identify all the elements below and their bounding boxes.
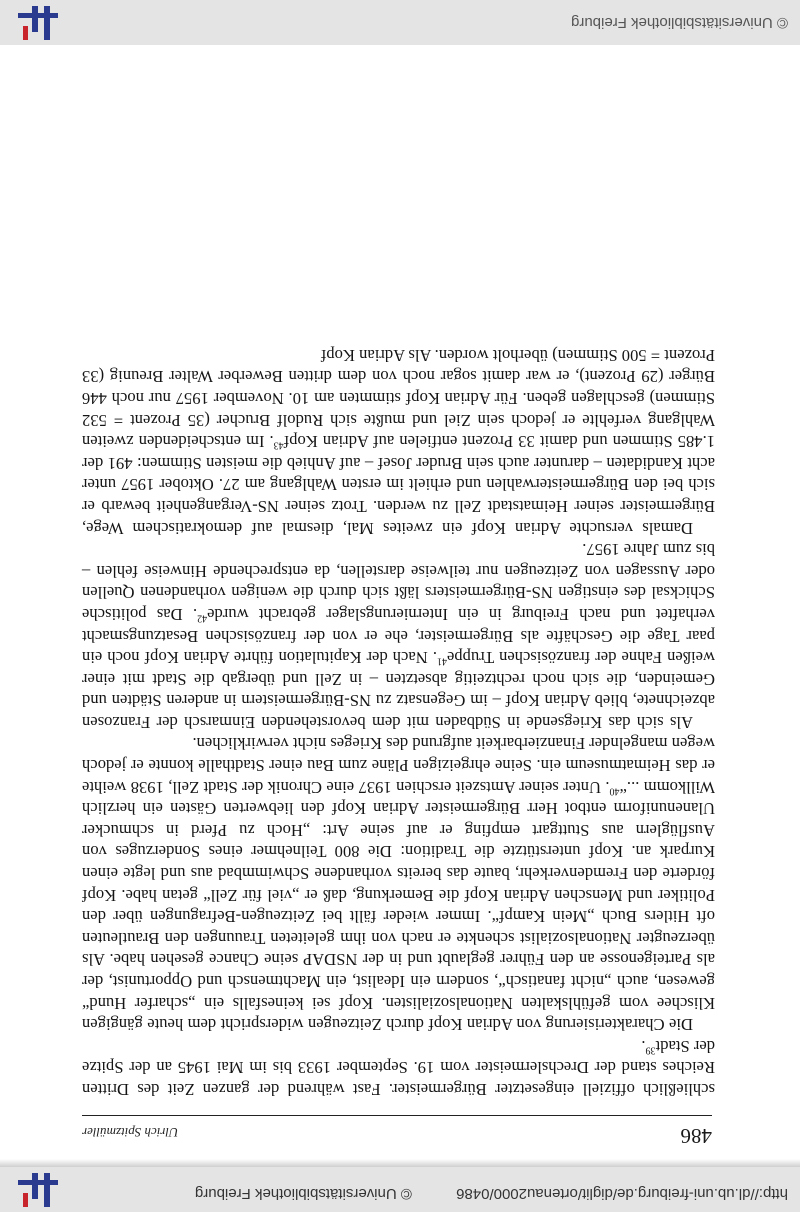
paragraph [82, 1035, 715, 1100]
source-url-link[interactable]: http://dl.ub.uni-freiburg.de/diglit/ortenau2000/0486 [456, 1185, 788, 1202]
library-logo-footer-icon [18, 6, 58, 40]
body-text [82, 344, 715, 1100]
viewer-footer-band [0, 0, 800, 45]
footnote-ref: 40 [609, 785, 620, 797]
running-head [82, 1115, 712, 1154]
page-number: 486 [680, 1124, 712, 1148]
header-text [90, 1185, 788, 1202]
paragraph-text: Als sich das Kriegsende in Südbaden mit dem bevorstehenden Einmarsch der Franzosen abzeichnete, blieb Adrian Kopf – im Gegensatz zu NS-Bürgermeistern in anderen Städten und Gemeinden, die sich noch rechtzeitig absetzten – in Zell und übergab die Stadt mit einer weißen Fahne der französischen Truppe [82, 648, 715, 732]
running-head-author: Ulrich Spitzmüller [82, 1125, 179, 1140]
paragraph-text: . Unter seiner Amtszeit erschien 1937 eine Chronik der Stadt Zell, 1938 weihte er das Heimatmuseum ein. Seine ehrgeizigen Pläne zum Bau einer Stadthalle konnte er jedoch wegen mangelnder Finanzierbarkeit aufgrund des Krieges nicht verwirklichen. [82, 734, 715, 797]
page-edge-shadow [0, 1159, 800, 1167]
paragraph-text: schließlich offiziell eingesetzter Bürgermeister. Fast während der ganzen Zeit des Dritten Reiches stand der Drechslermeister vom 19. September 1933 bis im Mai 1945 an der Spitze der Stadt [82, 1036, 715, 1099]
paragraph [82, 733, 715, 1035]
paragraph [82, 539, 715, 733]
paragraph-text: . Das politische Schicksal des einstigen NS-Bürgermeisters läßt sich durch die wenigen vorhandenen Quellen oder Aussagen von Zeitzeugen nur teilweise darstellen, da entsprechende Hinweise fehlen – bis zum Jahre 1957. [82, 540, 715, 624]
footnote-ref: 41 [436, 655, 447, 667]
footnote-ref: 42 [197, 612, 208, 624]
footnote-ref: 39 [645, 1044, 656, 1056]
library-logo-icon [18, 1173, 58, 1207]
paragraph-text: . Im entscheidenden zweiten Wahlgang verfehlte er jedoch sein Ziel und mußte sich Rudolf Brucher (35 Prozent = 532 Stimmen) geschlagen geben. Für Adrian Kopf stimmten am 10. November 1957 nur noch 446 Bürger (29 Prozent), er war damit sogar noch von dem dritten Bewerber Walter Breunig (33 Prozent = 500 Stimmen) überholt worden. Als Adrian Kopf [82, 345, 715, 452]
copyright-notice: © Universitätsbibliothek Freiburg [194, 1185, 412, 1202]
footer-copyright: © Universitätsbibliothek Freiburg [571, 14, 788, 31]
paragraph-text: . Nach der Kapitulation führte Adrian Kopf noch ein paar Tage die Geschäfte als Bürgermeister, ehe er von der französischen Besatzungsmacht verhaftet und nach Freiburg in ein Internierungslager gebracht wurde [81, 604, 715, 668]
paragraph-text: . [641, 1036, 646, 1056]
footnote-ref: 43 [273, 439, 284, 451]
paragraph-text: Damals versuchte Adrian Kopf ein zweites Mal, diesmal auf demokratischem Wege, Bürgermeister seiner Heimatstadt Zell zu werden. Trotz seiner NS-Vergangenheit bewarb er sich bei den Bürgermeisterwahlen und erhielt im ersten Wahlgang am 27. Oktober 1957 unter acht Kandidaten – darunter auch sein Bruder Josef – auf Anhieb die meisten Stimmen: 491 der 1.485 Stimmen und damit 33 Prozent entfielen auf Adrian Kopf [82, 432, 715, 538]
viewer-header-band [0, 1167, 800, 1212]
paragraph-text: Die Charakterisierung von Adrian Kopf durch Zeitzeugen widerspricht dem heute gängigen Klischee vom gefühlskalten Nationalsozialisten. Kopf sei keinesfalls ein „scharfer Hund“ gewesen, auch „nicht fanatisch“, sondern ein Idealist, ein Machtmensch und Opportunist, der als Parteigenosse an den Führer geglaubt und in der NSDAP seine Chance gesehen habe. Als überzeugter Nationalsozialist schenkte er nach von ihm geleiteten Trauungen den Brautleuten oft Hitlers Buch „Mein Kampf“. Immer wieder fällt bei Zeitzeugen-Befragungen über den Politiker und Menschen Adrian Kopf die Bemerkung, daß er „viel für Zell“ getan habe. Kopf förderte den Fremdenverkehr, baute das bereits vorhandene Schwimmbad aus und legte einen Kurpark an. Kopf unterstützte die Tradition: Die 800 Teilnehmer eines Sonderzuges von Ausflüglern aus Stuttgart empfing er auf seine Art: „Hoch zu Pferd in schmucker Ulanenuniform entbot Herr Bürgermeister Adrian Kopf den liebwerten Gästen ein herzlich Willkomm ...“ [82, 777, 715, 1035]
paragraph [82, 344, 715, 538]
